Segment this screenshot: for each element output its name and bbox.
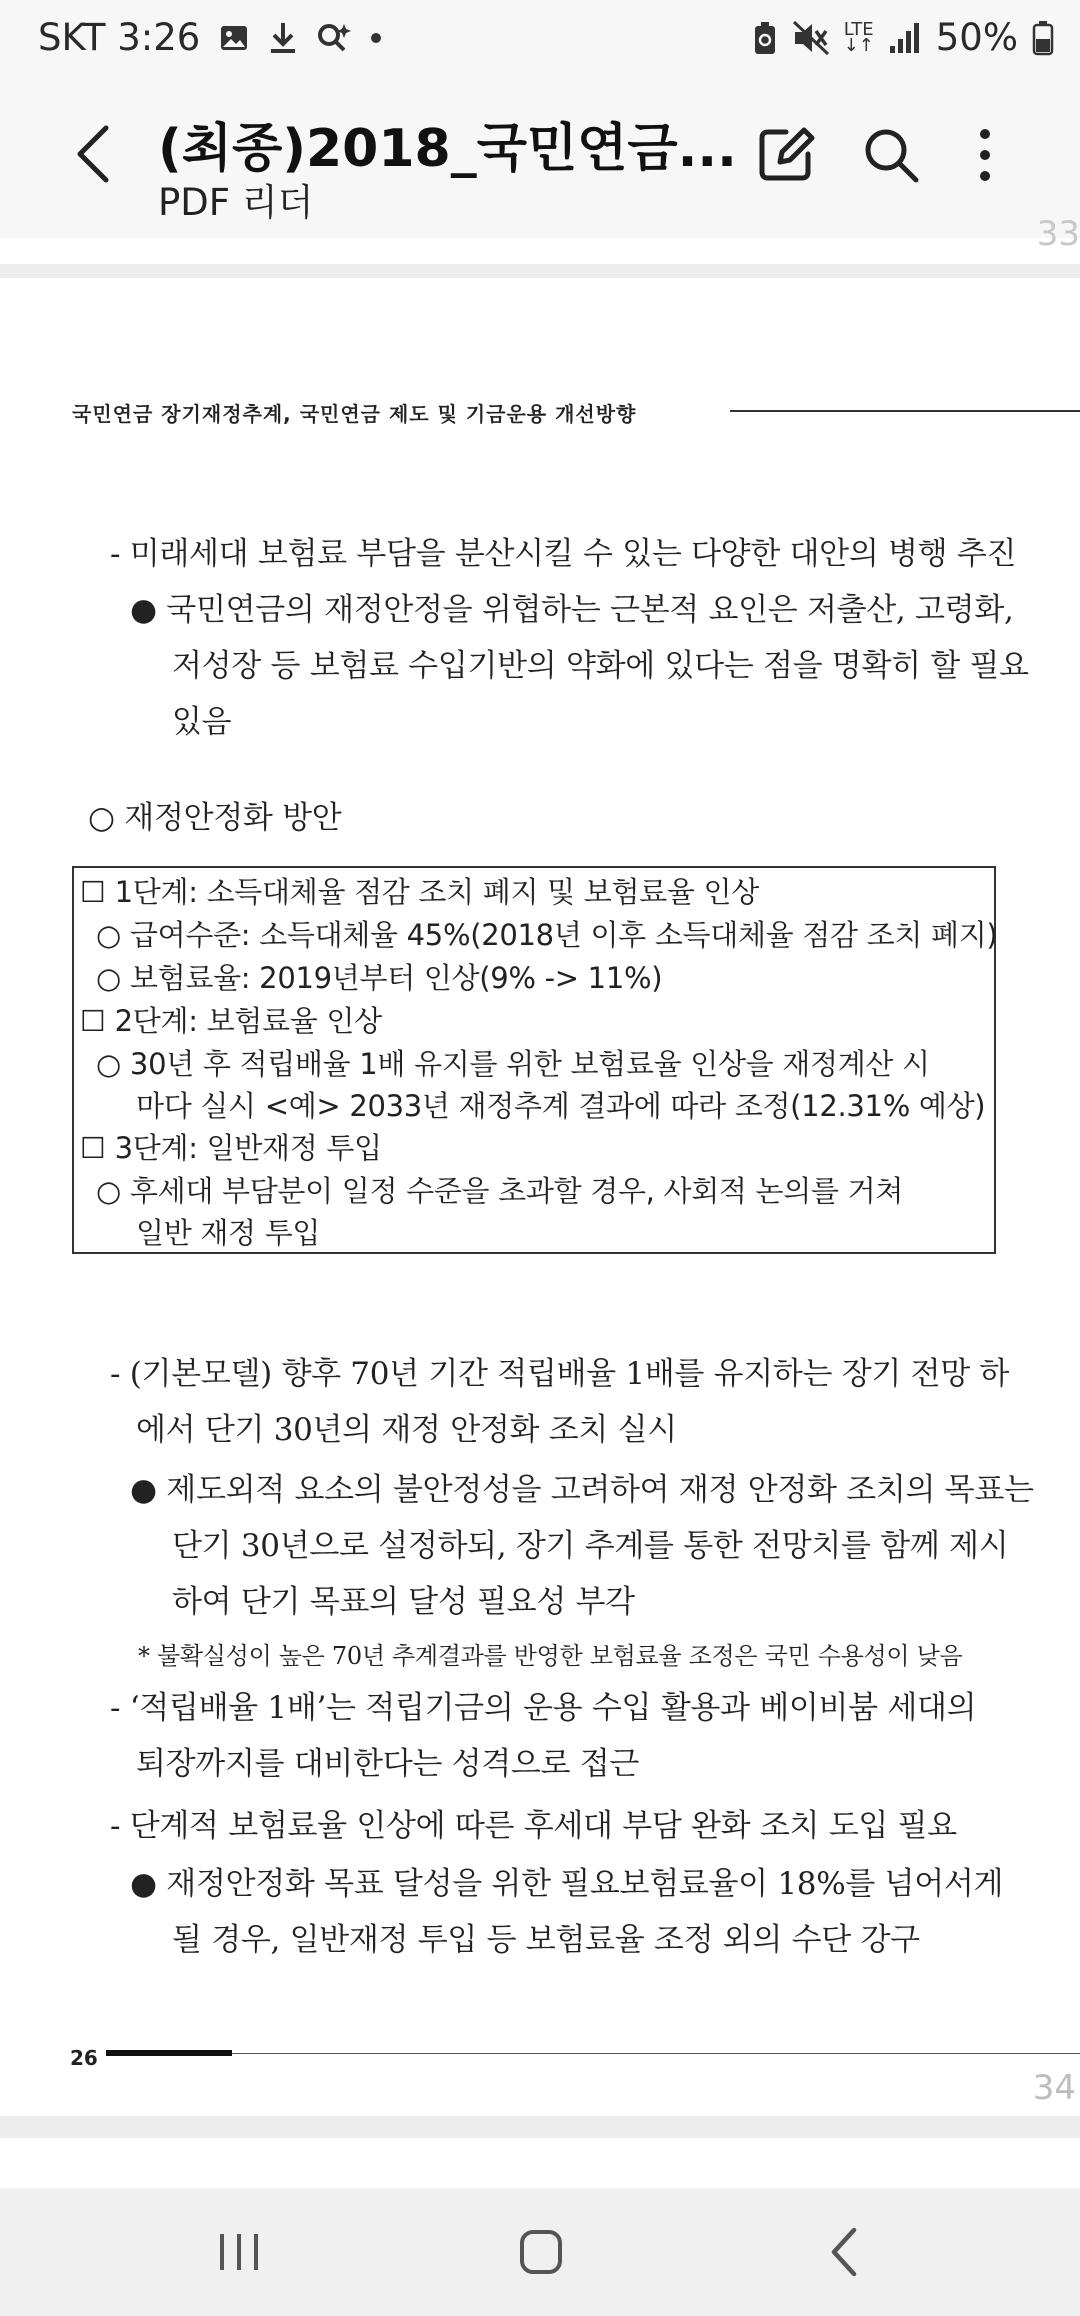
footer-rule-thick <box>106 2050 232 2056</box>
box-line: ○ 급여수준: 소득대체율 45%(2018년 이후 소득대체율 점감 조치 폐지) <box>96 918 998 952</box>
page-footer-number: 26 <box>70 2046 98 2070</box>
box-line: 마다 실시 <예> 2033년 재정추계 결과에 따라 조정(12.31% 예상) <box>136 1089 986 1123</box>
footer-rule-thin <box>232 2053 1080 2054</box>
back-arrow-icon[interactable] <box>68 122 120 186</box>
dot-icon <box>370 32 382 44</box>
text-line: - 단계적 보험료율 인상에 따른 후세대 부담 완화 조치 도입 필요 <box>110 1808 957 1844</box>
image-icon <box>218 22 250 54</box>
text-line: 하여 단기 목표의 달성 필요성 부각 <box>172 1584 635 1620</box>
status-bar <box>0 0 1080 78</box>
edit-icon[interactable] <box>750 120 820 190</box>
app-bar <box>0 78 1080 238</box>
navigation-bar <box>0 2188 1080 2316</box>
text-line: - ‘적립배율 1배’는 적립기금의 운용 수입 활용과 베이비붐 세대의 <box>110 1690 977 1726</box>
mute-icon <box>792 20 830 56</box>
text-line: 퇴장까지를 대비한다는 성격으로 접근 <box>136 1746 639 1782</box>
text-line: - (기본모델) 향후 70년 기간 적립배율 1배를 유지하는 장기 전망 하 <box>110 1356 1010 1392</box>
assistant-icon <box>316 21 352 55</box>
previous-page-bottom <box>0 214 1080 264</box>
app-subtitle: PDF 리더 <box>158 181 314 224</box>
lte-icon: LTE ↓↑ <box>843 18 874 56</box>
text-line: 에서 단기 30년의 재정 안정화 조치 실시 <box>136 1412 677 1448</box>
box-line: ☐ 1단계: 소득대체율 점감 조치 폐지 및 보험료율 인상 <box>80 875 759 909</box>
text-line: 될 경우, 일반재정 투입 등 보험료율 조정 외의 수단 강구 <box>172 1922 920 1958</box>
box-line: 일반 재정 투입 <box>136 1216 321 1250</box>
download-icon <box>268 21 298 55</box>
box-line: ☐ 3단계: 일반재정 투입 <box>80 1131 382 1165</box>
box-line: ☐ 2단계: 보험료율 인상 <box>80 1004 382 1038</box>
previous-page-number: 33 <box>1036 214 1080 254</box>
footnote: * 불확실성이 높은 70년 추계결과를 반영한 보험료율 조정은 국민 수용성이 낮음 <box>138 1642 963 1670</box>
home-icon[interactable] <box>506 2222 576 2282</box>
document-title: (최종)2018_국민연금... <box>158 119 737 179</box>
text-line: 단기 30년으로 설정하되, 장기 추계를 통한 전망치를 함께 제시 <box>172 1528 1009 1564</box>
box-line: ○ 보험료율: 2019년부터 인상(9% -> 11%) <box>96 961 663 995</box>
section-heading: ○ 재정안정화 방안 <box>88 800 342 836</box>
page-header: 국민연금 장기재정추계, 국민연금 제도 및 기금운용 개선방향 <box>72 402 637 426</box>
text-line: 있음 <box>172 704 232 740</box>
text-line: 저성장 등 보험료 수입기반의 약화에 있다는 점을 명확히 할 필요 <box>172 648 1029 684</box>
header-rule <box>730 410 1080 412</box>
battery-percent: 50% <box>935 16 1018 59</box>
box-line: ○ 30년 후 적립배율 1배 유지를 위한 보험료율 인상을 재정계산 시 <box>96 1047 930 1081</box>
text-line: ● 재정안정화 목표 달성을 위한 필요보험료율이 18%를 넘어서게 <box>130 1866 1004 1902</box>
stabilization-plan-box <box>72 866 996 1254</box>
recent-apps-icon[interactable] <box>204 2222 274 2282</box>
text-line: - 미래세대 보험료 부담을 분산시킬 수 있는 다양한 대안의 병행 추진 <box>110 536 1017 572</box>
battery-icon <box>1032 20 1054 56</box>
box-line: ○ 후세대 부담분이 일정 수준을 초과할 경우, 사회적 논의를 거쳐 <box>96 1174 904 1208</box>
signal-icon <box>888 22 922 54</box>
recycle-icon <box>752 20 778 56</box>
pdf-viewer[interactable] <box>0 214 1080 2188</box>
search-icon[interactable] <box>856 120 926 190</box>
back-icon[interactable] <box>810 2222 880 2282</box>
carrier-time: SKT 3:26 <box>38 16 201 59</box>
text-line: ● 제도외적 요소의 불안정성을 고려하여 재정 안정화 조치의 목표는 <box>130 1472 1034 1508</box>
page-indicator: 34 <box>1032 2068 1076 2108</box>
more-options-icon[interactable] <box>950 120 1020 190</box>
pdf-page <box>0 278 1080 2116</box>
text-line: ● 국민연금의 재정안정을 위협하는 근본적 요인은 저출산, 고령화, <box>130 592 1014 628</box>
